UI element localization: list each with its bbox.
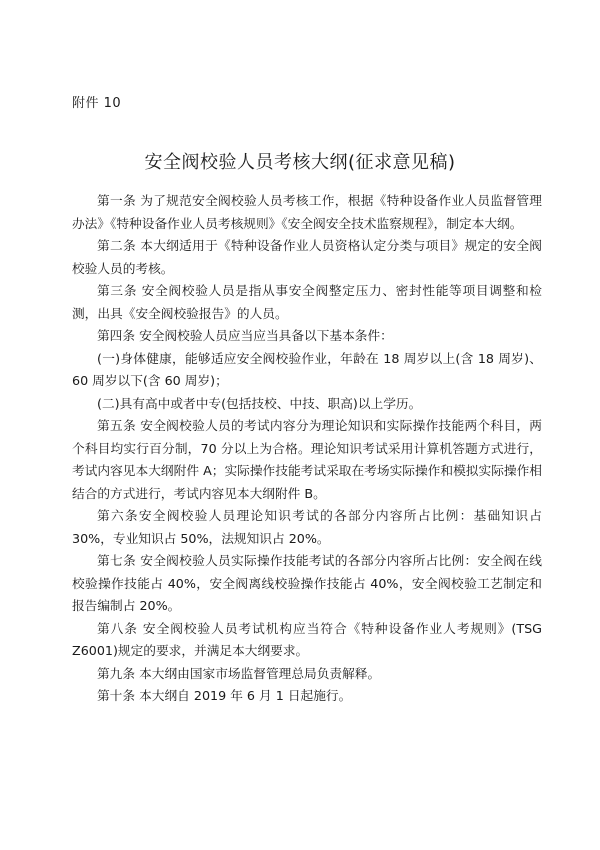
attachment-label: 附件 10 bbox=[72, 96, 122, 111]
document-title: 安全阀校验人员考核大纲(征求意见稿) bbox=[144, 152, 456, 173]
article-2: 第二条 本大纲适用于《特种设备作业人员资格认定分类与项目》规定的安全阀校验人员的考核。 bbox=[72, 238, 542, 276]
article-9: 第九条 本大纲由国家市场监督管理总局负责解释。 bbox=[97, 665, 381, 681]
article-10: 第十条 本大纲自 2019 年 6 月 1 日起施行。 bbox=[97, 688, 352, 703]
article-4-item-1: (一)身体健康，能够适应安全阀校验作业，年龄在 18 周岁以上(含 18 周岁)、60 周岁以下(含 60 周岁)； bbox=[72, 350, 542, 388]
article-7: 第七条 安全阀校验人员实际操作技能考试的各部分内容所占比例：安全阀在线校验操作技能占 40%，安全阀离线校验操作技能占 40%，安全阀校验工艺制定和报告编制占 20%。 bbox=[72, 553, 542, 613]
article-1: 第一条 为了规范安全阀校验人员考核工作，根据《特种设备作业人员监督管理办法》《特种设备作业人员考核规则》《安全阀安全技术监察规程》，制定本大纲。 bbox=[72, 193, 542, 231]
article-8: 第八条 安全阀校验人员考试机构应当符合《特种设备作业人考规则》(TSG Z6001)规定的要求，并满足本大纲要求。 bbox=[72, 620, 542, 658]
article-3: 第三条 安全阀校验人员是指从事安全阀整定压力、密封性能等项目调整和检测，出具《安全阀校验报告》的人员。 bbox=[72, 283, 542, 321]
article-6: 第六条安全阀校验人员理论知识考试的各部分内容所占比例：基础知识占 30%，专业知识占 50%，法规知识占 20%。 bbox=[72, 508, 542, 546]
article-5: 第五条 安全阀校验人员的考试内容分为理论知识和实际操作技能两个科目，两个科目均实行百分制，70 分以上为合格。理论知识考试采用计算机答题方式进行，考试内容见本大纲附件 A；实际操作技能考试采取在考场实际操作和模拟实际操作相结合的方式进行，考试内容见本大纲附件 B。 bbox=[72, 418, 542, 501]
article-4: 第四条 安全阀校验人员应当应当具备以下基本条件： bbox=[97, 328, 393, 343]
document-body bbox=[72, 190, 542, 708]
article-4-item-2: (二)具有高中或者中专(包括技校、中技、职高)以上学历。 bbox=[97, 395, 422, 411]
